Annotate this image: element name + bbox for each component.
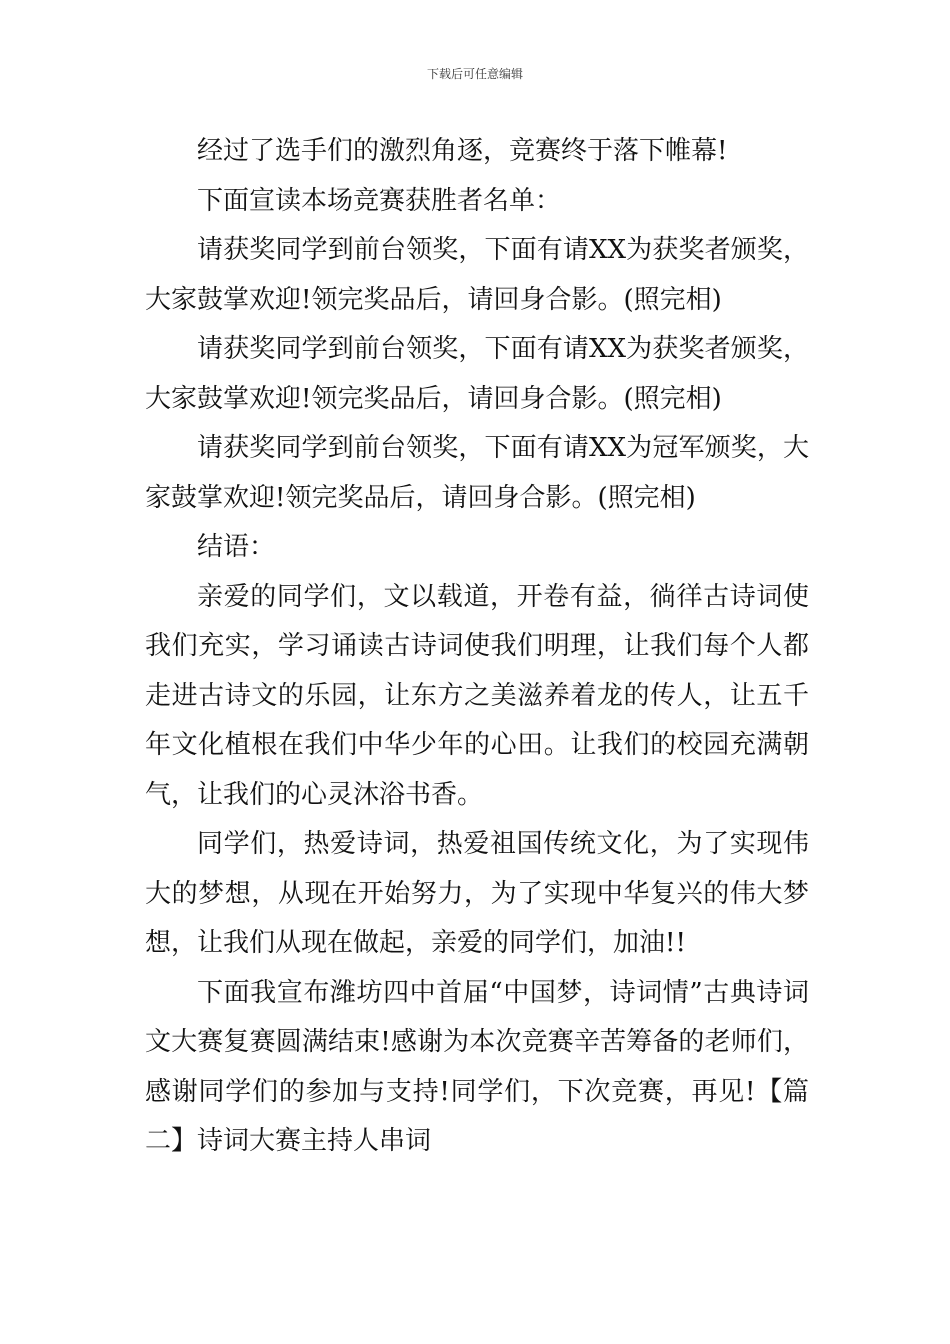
paragraph-2: 下面宣读本场竞赛获胜者名单：	[197, 185, 562, 216]
paragraph-3: 请获奖同学到前台领奖，下面有请XX为获奖者颁奖，大家鼓掌欢迎!领完奖品后，请回身合影。(照完相)	[145, 235, 809, 315]
paragraph-8: 同学们，热爱诗词，热爱祖国传统文化，为了实现伟大的梦想，从现在开始努力，为了实现中华复兴的伟大梦想，让我们从现在做起，亲爱的同学们，加油!!	[145, 829, 809, 958]
document-body	[145, 127, 809, 1167]
paragraph-6-heading: 结语：	[197, 532, 276, 562]
page-header-note: 下载后可任意编辑	[426, 67, 523, 81]
paragraph-1: 经过了选手们的激烈角逐，竞赛终于落下帷幕!	[197, 136, 728, 166]
paragraph-4: 请获奖同学到前台领奖，下面有请XX为获奖者颁奖，大家鼓掌欢迎!领完奖品后，请回身合影。(照完相)	[145, 334, 809, 414]
paragraph-5: 请获奖同学到前台领奖，下面有请XX为冠军颁奖，大家鼓掌欢迎!领完奖品后，请回身合影。(照完相)	[145, 433, 809, 513]
paragraph-9: 下面我宣布潍坊四中首届“中国梦，诗词情”古典诗词文大赛复赛圆满结束!感谢为本次竞赛辛苦筹备的老师们，感谢同学们的参加与支持!同学们，下次竞赛，再见!【篇二】诗词大赛主持人串词	[145, 977, 809, 1156]
paragraph-7: 亲爱的同学们，文以载道，开卷有益，徜徉古诗词使我们充实，学习诵读古诗词使我们明理，让我们每个人都走进古诗文的乐园，让东方之美滋养着龙的传人，让五千年文化植根在我们中华少年的心田。让我们的校园充满朝气，让我们的心灵沐浴书香。	[145, 581, 809, 810]
